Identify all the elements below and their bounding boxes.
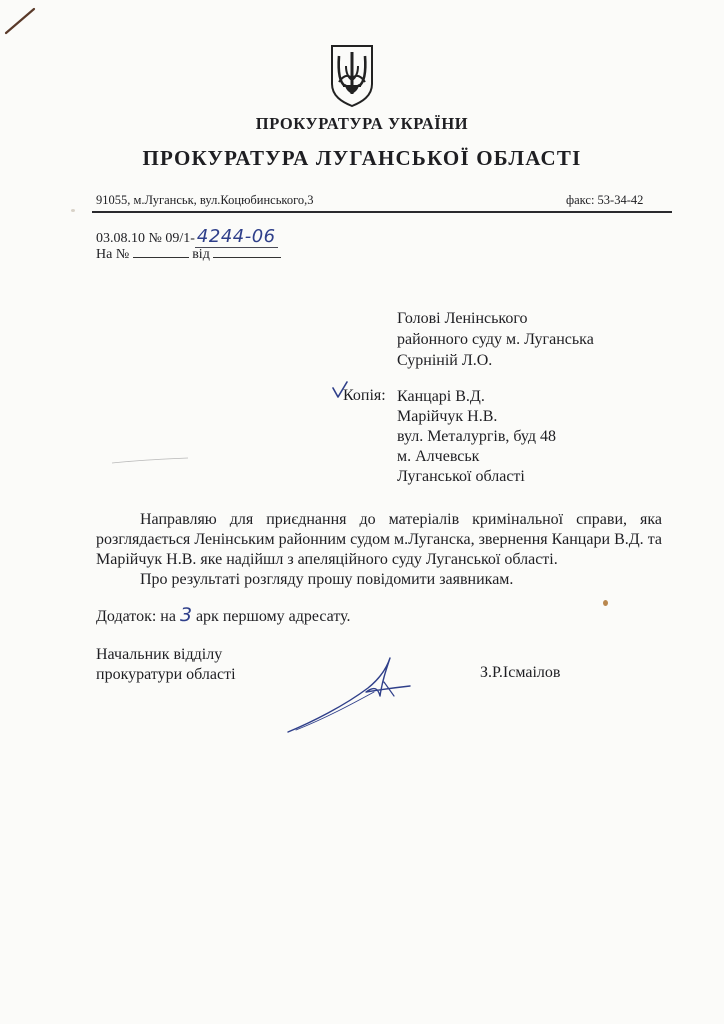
pencil-stroke-mark (110, 454, 190, 466)
handwritten-sheet-count: 3 (179, 604, 193, 626)
copy-line: Марійчук Н.В. (397, 408, 498, 425)
org-fax: факс: 53-34-42 (566, 193, 644, 207)
body-paragraph: Направляю для приєднання до матеріалів кримінальної справи, яка розглядається Ленінським районним судом м.Луганска, звернення Канцари В.Д. та Марійчук Н.В. яке надійшл з апеляційного суду Луганської області. (96, 511, 662, 568)
corner-pen-mark (0, 0, 40, 40)
signatory-title (96, 645, 236, 685)
incoming-reference (96, 245, 281, 263)
addressee-line: районного суду м. Луганська (397, 331, 594, 348)
header-divider (92, 211, 672, 213)
copy-line: м. Алчевськ (397, 448, 480, 465)
attachment-line (96, 604, 351, 626)
paper-speck (603, 600, 608, 606)
attachment-suffix: арк першому адресату. (195, 608, 351, 625)
addressee-block (397, 308, 594, 371)
signatory-name: З.Р.Ісмаілов (480, 664, 561, 681)
handwritten-signature-icon (282, 652, 422, 738)
reply-to-prefix: На № (96, 247, 130, 262)
reply-number-blank (133, 245, 189, 258)
paper-speck (71, 209, 75, 212)
addressee-line: Сурніній Л.О. (397, 352, 493, 369)
org-name-title: ПРОКУРАТУРА ЛУГАНСЬКОЇ ОБЛАСТІ (142, 146, 582, 170)
copy-line: Канцарі В.Д. (397, 388, 485, 405)
copy-label: Копія: (343, 387, 386, 404)
date-number: 03.08.10 № 09/1- (96, 231, 195, 246)
handwritten-number: 4244-06 (196, 226, 276, 247)
body-paragraph: Про результаті розгляду прошу повідомити заявникам. (140, 571, 514, 588)
outgoing-reference (96, 226, 278, 247)
copy-recipients (397, 387, 556, 487)
reply-date-blank (213, 245, 281, 258)
copy-line: вул. Металургів, буд 48 (397, 428, 557, 445)
reply-to-mid: від (192, 247, 210, 262)
addressee-line: Голові Ленінського (397, 310, 528, 327)
tryzub-emblem-icon (329, 44, 375, 108)
org-address: 91055, м.Луганськ, вул.Коцюбинського,3 (96, 193, 314, 207)
attachment-prefix: Додаток: на (96, 608, 176, 625)
signatory-title-line: Начальник відділу (96, 646, 223, 663)
signatory-title-line: прокуратури області (96, 666, 236, 683)
copy-line: Луганської області (397, 468, 525, 485)
letter-body (96, 510, 662, 590)
org-parent-title: ПРОКУРАТУРА УКРАЇНИ (255, 114, 469, 133)
